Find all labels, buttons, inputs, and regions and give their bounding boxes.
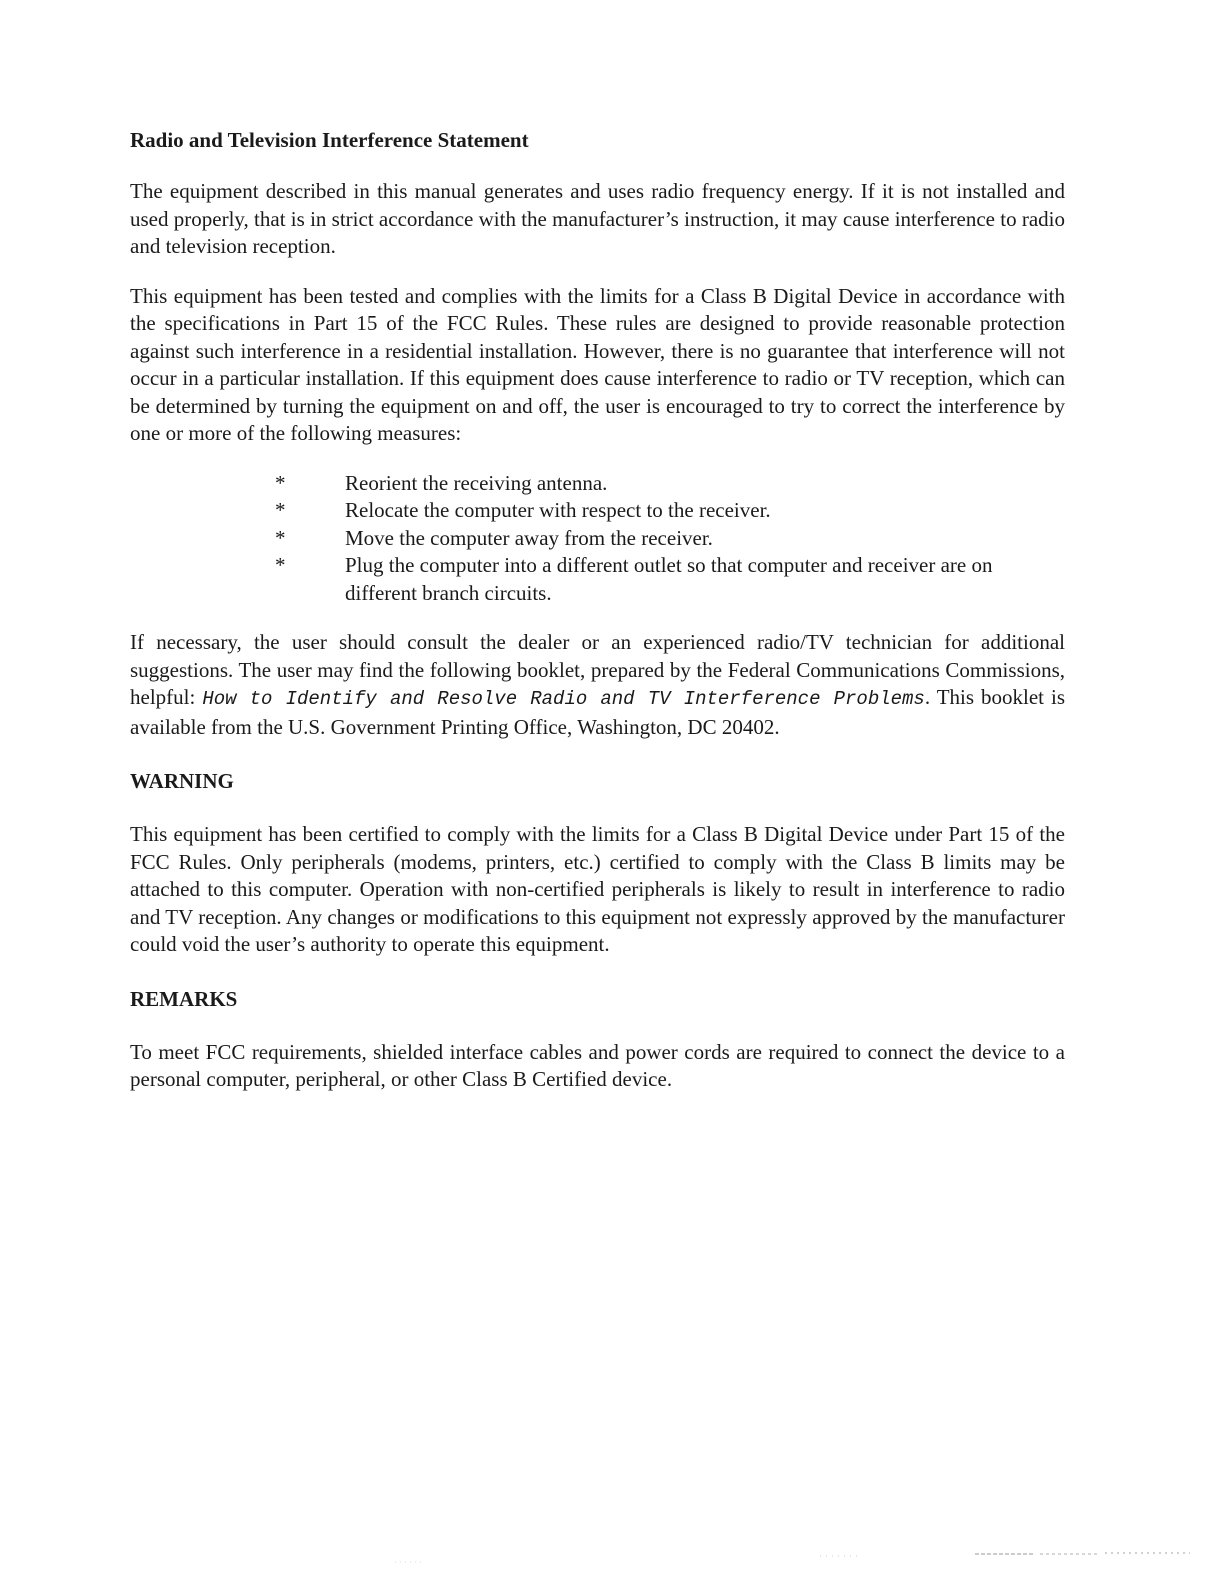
warning-heading: WARNING	[130, 769, 234, 793]
booklet-paragraph	[130, 629, 1065, 741]
asterisk-bullet: *	[275, 498, 286, 522]
page-title: Radio and Television Interference Statement	[130, 128, 529, 152]
scan-speckles	[0, 1548, 1224, 1568]
warning-paragraph: This equipment has been certified to comply with the limits for a Class B Digital Device under Part 15 of the FCC Rules. Only peripherals (modems, printers, etc.) certified to comply with the Class B limits may be attached to this computer. Operation with non-certified peripherals is likely to result in interference to radio and TV reception. Any changes or modifications to this equipment not expressly approved by the manufacturer could void the user’s authority to operate this equipment.	[130, 822, 1065, 956]
booklet-paragraph-start: If necessary, the user should consult the dealer or an experienced radio/TV technician for additional suggestions. The user may find the following booklet, prepared by the Federal Communications Commissions, helpful:	[130, 630, 1065, 709]
compliance-paragraph: This equipment has been tested and complies with the limits for a Class B Digital Device in accordance with the specifications in Part 15 of the FCC Rules. These rules are designed to provide reasonable protection against such interference in a residential installation. However, there is no guarantee that interference will not occur in a particular installation. If this equipment does cause interference to radio or TV reception, which can be determined by turning the equipment on and off, the user is encouraged to try to correct the interference by one or more of the following measures:	[130, 283, 1065, 445]
list-item	[130, 497, 1065, 525]
list-item	[130, 552, 1065, 607]
list-item	[130, 470, 1065, 498]
measure-text: Plug the computer into a different outlet so that computer and receiver are on different branch circuits.	[345, 553, 993, 605]
remarks-paragraph: To meet FCC requirements, shielded interface cables and power cords are required to connect the device to a personal computer, peripheral, or other Class B Certified device.	[130, 1039, 1065, 1091]
measures-list	[130, 470, 1065, 608]
measure-text: Relocate the computer with respect to the receiver.	[345, 498, 771, 522]
asterisk-bullet: *	[275, 553, 286, 577]
asterisk-bullet: *	[275, 470, 286, 495]
intro-paragraph: The equipment described in this manual generates and uses radio frequency energy. If it is not installed and used properly, that is in strict accordance with the manufacturer’s instruction, it may cause interference to radio and television reception.	[130, 179, 1065, 258]
asterisk-bullet: *	[275, 525, 286, 550]
remarks-heading: REMARKS	[130, 986, 238, 1011]
list-item	[130, 525, 1065, 553]
document-page	[130, 126, 1065, 1116]
measure-text: Reorient the receiving antenna.	[345, 470, 608, 495]
booklet-paragraph-end: . This booklet is available from the U.S. Government Printing Office, Washington, DC 20402.	[130, 685, 1065, 739]
booklet-title: How to Identify and Resolve Radio and TV Interference Problems	[202, 688, 925, 710]
measure-text: Move the computer away from the receiver.	[345, 525, 713, 550]
